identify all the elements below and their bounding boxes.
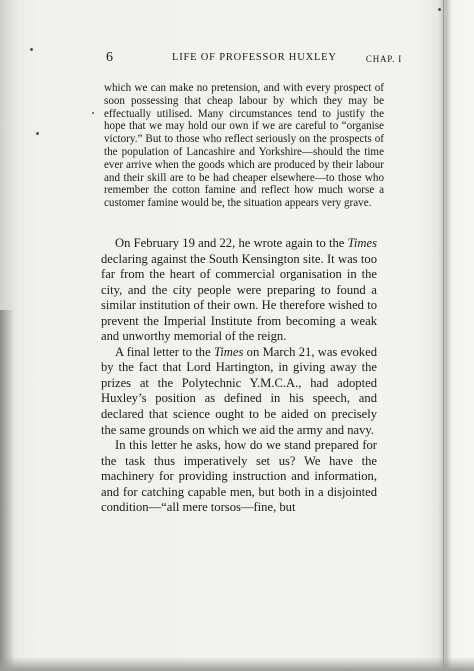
running-header [92, 48, 402, 70]
paragraph-2-text-cont: on March 21, was evoked by the fact that Lord Hartington, in giving away the prizes at the Polytechnic Y.M.C.A., had adopted Huxley’s position as defined in his speech, and declared that science ought to be aided on precisely the same grounds on which we aid the army and navy. [101, 344, 377, 437]
scan-speck [30, 48, 33, 51]
chapter-label: CHAP. I [365, 54, 402, 64]
bottom-shadow [0, 657, 474, 671]
paragraph-1-text-cont: declaring against the South Kensington site. It was too far from the heart of commercial organisation in the city, and the city people were preparing to found a similar institution of their own. He therefore wished to prevent the Imperial Institute from becoming a weak and unworthy memorial of the reign. [101, 251, 377, 344]
page-number: 6 [106, 50, 114, 65]
paragraph-1-text: On February 19 and 22, he wrote again to the [115, 236, 348, 250]
quote-text: which we can make no pretension, and with every prospect of soon possessing that cheap labour by which they may be effectually utilised. Many circumstances tend to justify the hope that we may hold our own if we are careful to “organise victory.” But to those who reflect seriously on the prospects of the population of Lancashire and Yorkshire—should the time ever arrive when the goods which are produced by their labour and their skill are to be had cheaper elsewhere—to those who remember the cotton famine and reflect how much worse a customer famine would be, the situation appears very grave. [104, 82, 384, 210]
page-header-area [92, 48, 402, 70]
paragraph-3: In this letter he asks, how do we stand prepared for the task thus imperatively set us? We have the machinery for providing instruction and information, and for catching capable men, but both in a disjointed condition—“all mere torsos—fine, but [101, 438, 377, 515]
page-edge-line [443, 0, 444, 671]
paragraph-1 [101, 236, 377, 345]
spine-shadow [0, 310, 14, 671]
times-italic: Times [213, 344, 244, 359]
times-italic: Times [347, 236, 377, 250]
scan-speck [36, 132, 39, 135]
paragraph-2 [101, 345, 377, 438]
body-text [101, 236, 377, 516]
scan-speck [92, 112, 94, 114]
scan-speck [438, 8, 441, 11]
paragraph-2-text: A final letter to the [115, 344, 214, 359]
running-title: LIFE OF PROFESSOR HUXLEY [172, 52, 337, 63]
block-quote [104, 82, 384, 210]
